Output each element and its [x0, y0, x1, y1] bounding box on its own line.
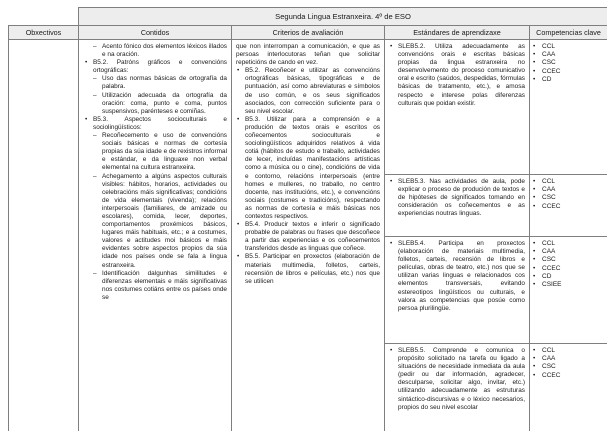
competencias-list-g4	[533, 240, 605, 289]
competencia-item: • CAA	[533, 355, 605, 363]
competencia-item: • CSC	[533, 363, 605, 371]
competencia-item: • CCL	[533, 178, 605, 186]
contido-b53: • B5.3. Aspectos socioculturais e sociolingüísticos:	[84, 116, 227, 132]
criterio-b55: • B5.5. Participar en proxectos (elaboración de materiais multimedia, folletos, carteis, recensión de libros e películas, etc.) nos que se utilicen	[236, 253, 380, 285]
competencia-item: • CCEC	[533, 265, 605, 273]
table-title: Segunda Lingua Estranxeira. 4º de ESO	[79, 8, 608, 26]
header-obxectivos: Obxectivos	[9, 26, 79, 40]
contido-b53-convencions: – Recoñecemento e uso de convencións sociais básicas e normas de cortesía propias da súa idade e de rexistros informal e estándar, e da linguaxe non verbal elemental na cultura estranxeira.	[93, 132, 227, 172]
contido-b53-aspectos: – Achegamento a algúns aspectos culturais visibles: hábitos, horarios, actividades ou celebracións máis significativas; condicións de vida elementais (vivenda); relacións interpersoais (familiares, de amizade ou escolares), comida, lecer, deportes, comportamentos proxémicos básicos, lugares máis habituais, etc.; e a costumes, valores e actitudes moi básicos e máis evidentes sobre aspectos propios da súa idade nos países onde se fala a lingua estranxeira.	[93, 173, 227, 270]
competencia-item: • CSIEE	[533, 281, 605, 289]
competencia-item: • CCEC	[533, 372, 605, 380]
competencias-list-g2	[533, 43, 605, 84]
competencia-item: • CAA	[533, 248, 605, 256]
competencia-item: • CSC	[533, 256, 605, 264]
competencia-item: • CAA	[533, 51, 605, 59]
curriculum-document	[8, 7, 607, 431]
competencia-item: • CCL	[533, 240, 605, 248]
competencia-item: • CSC	[533, 194, 605, 202]
criterios-cell	[232, 40, 385, 432]
competencias-g2-cell	[530, 40, 608, 175]
contido-b53-similitudes: – Identificación dalgunhas similitudes e diferenzas elementais e máis significativas nos costumes cotiáns entre os países onde se	[93, 270, 227, 302]
criterio-b53: • B5.3. Utilizar para a comprensión e a produción de textos orais e escritos os coñecementos socioculturais e sociolingüísticos adquiridos relativos á vida cotiá (hábitos de estudo e traballo, actividades de lecer, incluídas manifestacións artísticas como a música ou o cine), condicións de vida e contorno, relacións interpersoais (entre homes e mulleres, no traballo, no centro docente, nas institucións, etc.), e convencións sociais (costumes e tradicións), respectando as normas de cortesía e máis básicas nos contextos respectivos.	[236, 116, 380, 221]
competencias-g4-cell	[530, 237, 608, 344]
estandar-sleb53: • SLEB5.3. Nas actividades de aula, pode explicar o proceso de produción de textos e de hipóteses de significados tomando en consideración os coñecementos e as experiencias noutras linguas.	[389, 178, 525, 218]
criterio-b54: • B5.4. Producir textos e inferir o significado probable de palabras ou frases que descoñece a partir das experiencias e os coñecementos transferidos desde as linguas que coñece.	[236, 221, 380, 253]
competencia-item: • CD	[533, 273, 605, 281]
estandar-sleb52-cell	[385, 40, 530, 175]
competencia-item: • CD	[533, 76, 605, 84]
criterio-continuacion: que non interrompan a comunicación, e que as persoas interlocutoras teñan que solicitar repeticións de cando en vez.	[236, 43, 380, 67]
contido-b52-ortografia: – Uso das normas básicas de ortografía da palabra.	[93, 75, 227, 91]
header-estandares: Estándares de aprendizaxe	[385, 26, 530, 40]
competencia-item: • CSC	[533, 59, 605, 67]
header-contidos: Contidos	[79, 26, 232, 40]
curriculum-table	[8, 7, 607, 431]
competencia-item: • CCL	[533, 347, 605, 355]
estandar-sleb55: • SLEB5.5. Comprende e comunica o propósito solicitado na tarefa ou ligado a situacións de necesidade inmediata da aula (pedir ou dar información, agradecer, desculparse, solicitar algo, invitar, etc.) utilizando adecuadamente as estruturas sintáctico-discursivas e o léxico necesarios, propios do seu nivel escolar	[389, 347, 525, 412]
criterio-b52: • B5.2. Recoñecer e utilizar as convencións ortográficas básicas, tipográficas e de puntuación, así como abreviaturas e símbolos de uso común, e os seus significados asociados, con corrección suficiente para o seu nivel escolar.	[236, 67, 380, 116]
contido-b52: • B5.2. Patróns gráficos e convencións ortográficas:	[84, 59, 227, 75]
competencia-item: • CAA	[533, 186, 605, 194]
obxectivos-cell	[9, 40, 79, 432]
contidos-cell	[79, 40, 232, 432]
blank-corner	[9, 8, 79, 26]
header-competencias: Competencias clave	[530, 26, 608, 40]
competencias-list-g3	[533, 178, 605, 211]
competencias-list-g5	[533, 347, 605, 380]
contido-acento: – Acento fónico dos elementos léxicos illados e na oración.	[93, 43, 227, 59]
competencias-g3-cell	[530, 175, 608, 237]
estandar-sleb55-cell	[385, 344, 530, 432]
competencia-item: • CCEC	[533, 68, 605, 76]
estandar-sleb54: • SLEB5.4. Participa en proxectos (elaboración de materiais multimedia, folletos, carteis, recensión de libros e películas, obras de teatro, etc.) nos que se utilizan varias linguas e relacionados cos elementos transversais, evitando estereotipos lingüísticos ou culturais, e valora as competencias que posúe como persoa plurilingüe.	[389, 240, 525, 313]
competencias-g5-cell	[530, 344, 608, 432]
competencia-item: • CCEC	[533, 203, 605, 211]
header-criterios: Criterios de avaliación	[232, 26, 385, 40]
estandar-sleb53-cell	[385, 175, 530, 237]
competencia-item: • CCL	[533, 43, 605, 51]
contido-b52-oracion: – Utilización adecuada da ortografía da oración: coma, punto e coma, puntos suspensivos, parénteses e comiñas.	[93, 92, 227, 116]
estandar-sleb52: • SLEB5.2. Utiliza adecuadamente as convencións orais e escritas básicas propias da lingua estranxeira no desenvolvemento do proceso comunicativo oral e escrito (saúdos, despedidas, fórmulas básicas de tratamento, etc.), e amosa respecto e interese polas diferenzas culturais que poidan existir.	[389, 43, 525, 108]
estandar-sleb54-cell	[385, 237, 530, 344]
